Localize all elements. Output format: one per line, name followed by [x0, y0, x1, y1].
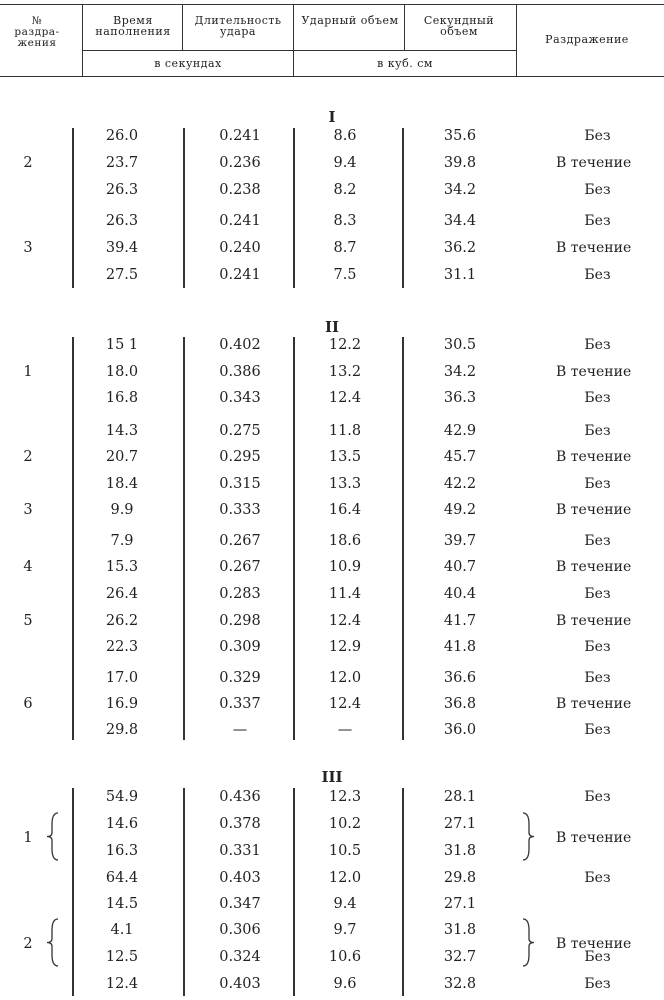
- stroke-volume-cell: 12.0: [328, 670, 362, 686]
- minute-volume-cell: 36.6: [443, 670, 477, 686]
- fill-time-cell: 26.4: [105, 586, 139, 602]
- stroke-volume-cell: 11.8: [328, 423, 362, 439]
- beat-duration-cell: 0.241: [219, 213, 261, 229]
- minute-volume-cell: 27.1: [443, 816, 477, 832]
- fill-time-cell: 26.3: [105, 182, 139, 198]
- header-minute: [404, 15, 514, 37]
- stroke-volume-cell: 13.3: [328, 476, 362, 492]
- minute-volume-cell: 34.2: [443, 364, 477, 380]
- stroke-volume-cell: 10.2: [328, 816, 362, 832]
- header-unit-seconds-text: в секундах: [154, 57, 222, 70]
- beat-duration-cell: 0.298: [219, 613, 261, 629]
- header-unit-volume: [296, 58, 514, 69]
- minute-volume-cell: 34.4: [443, 213, 477, 229]
- minute-volume-cell: 31.1: [443, 267, 477, 283]
- header-time: [84, 15, 182, 37]
- header-unit-volume-text: в куб. см: [377, 57, 433, 70]
- beat-duration-cell: 0.331: [219, 843, 261, 859]
- beat-duration-cell: 0.241: [219, 267, 261, 283]
- stroke-volume-cell: 18.6: [328, 533, 362, 549]
- stroke-volume-cell: 12.4: [328, 696, 362, 712]
- column-divider: [402, 337, 404, 740]
- section-title: I: [328, 108, 336, 126]
- column-divider: [183, 788, 185, 996]
- stroke-volume-cell: 13.5: [328, 449, 362, 465]
- stimulus-cell: Без: [584, 789, 611, 805]
- column-divider: [402, 128, 404, 288]
- beat-duration-cell: 0.240: [219, 240, 261, 256]
- beat-duration-cell: 0.343: [219, 390, 261, 406]
- fill-time-cell: 4.1: [110, 922, 134, 938]
- fill-time-cell: 26.2: [105, 613, 139, 629]
- stimulus-cell: Без: [584, 670, 611, 686]
- stimulus-cell: Без: [584, 476, 611, 492]
- minute-volume-cell: 45.7: [443, 449, 477, 465]
- beat-duration-cell: 0.403: [219, 976, 261, 992]
- minute-volume-cell: 36.0: [443, 722, 477, 738]
- stimulus-cell: В течение: [556, 502, 632, 518]
- column-divider: [293, 337, 295, 740]
- beat-duration-cell: 0.347: [219, 896, 261, 912]
- column-divider: [293, 128, 295, 288]
- stimulus-cell: В течение: [556, 613, 632, 629]
- minute-volume-cell: 28.1: [443, 789, 477, 805]
- beat-duration-cell: 0.315: [219, 476, 261, 492]
- header-mid-rule: [82, 50, 516, 51]
- header-stroke-text: Ударный объем: [301, 14, 399, 27]
- minute-volume-cell: 40.4: [443, 586, 477, 602]
- beat-duration-cell: 0.324: [219, 949, 261, 965]
- stimulus-cell: Без: [584, 949, 611, 965]
- stimulation-number: 2: [23, 449, 33, 465]
- fill-time-cell: 26.3: [105, 213, 139, 229]
- header-stimulus-text: Раздражение: [545, 33, 629, 46]
- column-divider: [183, 128, 185, 288]
- minute-volume-cell: 36.2: [443, 240, 477, 256]
- minute-volume-cell: 32.7: [443, 949, 477, 965]
- stroke-volume-cell: —: [337, 722, 353, 738]
- beat-duration-cell: —: [232, 722, 248, 738]
- fill-time-cell: 16.8: [105, 390, 139, 406]
- stimulation-number: 2: [23, 935, 33, 952]
- stroke-volume-cell: 10.9: [328, 559, 362, 575]
- fill-time-cell: 9.9: [110, 502, 134, 518]
- beat-duration-cell: 0.402: [219, 337, 261, 353]
- stimulus-cell: Без: [584, 870, 611, 886]
- fill-time-cell: 29.8: [105, 722, 139, 738]
- stimulus-cell: Без: [584, 128, 611, 144]
- minute-volume-cell: 39.7: [443, 533, 477, 549]
- stroke-volume-cell: 9.4: [333, 896, 357, 912]
- minute-volume-cell: 39.8: [443, 155, 477, 171]
- fill-time-cell: 7.9: [110, 533, 134, 549]
- header-time-text: Время наполнения: [95, 14, 171, 38]
- minute-volume-cell: 34.2: [443, 182, 477, 198]
- beat-duration-cell: 0.275: [219, 423, 261, 439]
- stimulation-number: 2: [23, 155, 33, 171]
- stroke-volume-cell: 12.3: [328, 789, 362, 805]
- fill-time-cell: 26.0: [105, 128, 139, 144]
- header-top-rule: [0, 4, 664, 5]
- stimulus-brace-label: В течение: [556, 829, 632, 846]
- stroke-volume-cell: 7.5: [333, 267, 357, 283]
- fill-time-cell: 22.3: [105, 639, 139, 655]
- header-duration: [184, 15, 292, 37]
- header-stroke: [300, 15, 400, 26]
- minute-volume-cell: 40.7: [443, 559, 477, 575]
- beat-duration-cell: 0.267: [219, 559, 261, 575]
- section-title: III: [321, 768, 343, 786]
- beat-duration-cell: 0.306: [219, 922, 261, 938]
- fill-time-cell: 14.3: [105, 423, 139, 439]
- stimulation-number: 6: [23, 696, 33, 712]
- stroke-volume-cell: 9.4: [333, 155, 357, 171]
- minute-volume-cell: 41.8: [443, 639, 477, 655]
- fill-time-cell: 12.4: [105, 976, 139, 992]
- stimulation-number: 4: [23, 559, 33, 575]
- minute-volume-cell: 32.8: [443, 976, 477, 992]
- header-minute-text: Секундный объем: [423, 14, 495, 38]
- minute-volume-cell: 31.8: [443, 922, 477, 938]
- beat-duration-cell: 0.295: [219, 449, 261, 465]
- beat-duration-cell: 0.283: [219, 586, 261, 602]
- stimulation-number: 3: [23, 240, 33, 256]
- stroke-volume-cell: 8.3: [333, 213, 357, 229]
- stimulus-cell: Без: [584, 267, 611, 283]
- fill-time-cell: 27.5: [105, 267, 139, 283]
- header-vrule-5: [516, 4, 517, 76]
- right-brace: [521, 918, 535, 967]
- fill-time-cell: 16.9: [105, 696, 139, 712]
- stimulation-number: 5: [23, 613, 33, 629]
- stroke-volume-cell: 10.6: [328, 949, 362, 965]
- fill-time-cell: 12.5: [105, 949, 139, 965]
- stimulation-number: 1: [23, 364, 33, 380]
- minute-volume-cell: 31.8: [443, 843, 477, 859]
- column-divider: [183, 337, 185, 740]
- stroke-volume-cell: 11.4: [328, 586, 362, 602]
- left-brace: [46, 812, 60, 861]
- column-divider: [72, 788, 74, 996]
- stimulus-cell: В течение: [556, 155, 632, 171]
- stroke-volume-cell: 8.6: [333, 128, 357, 144]
- stroke-volume-cell: 16.4: [328, 502, 362, 518]
- stimulation-number: 3: [23, 502, 33, 518]
- beat-duration-cell: 0.386: [219, 364, 261, 380]
- column-divider: [72, 337, 74, 740]
- stimulus-cell: Без: [584, 390, 611, 406]
- beat-duration-cell: 0.241: [219, 128, 261, 144]
- minute-volume-cell: 36.3: [443, 390, 477, 406]
- stimulus-cell: Без: [584, 639, 611, 655]
- minute-volume-cell: 49.2: [443, 502, 477, 518]
- fill-time-cell: 14.6: [105, 816, 139, 832]
- fill-time-cell: 18.4: [105, 476, 139, 492]
- fill-time-cell: 20.7: [105, 449, 139, 465]
- minute-volume-cell: 30.5: [443, 337, 477, 353]
- stimulus-brace-label: В течение: [556, 935, 632, 952]
- minute-volume-cell: 36.8: [443, 696, 477, 712]
- stimulus-cell: Без: [584, 213, 611, 229]
- column-divider: [402, 788, 404, 996]
- minute-volume-cell: 27.1: [443, 896, 477, 912]
- header-vrule-3: [293, 4, 294, 76]
- stimulation-number: 1: [23, 829, 33, 846]
- fill-time-cell: 39.4: [105, 240, 139, 256]
- stroke-volume-cell: 12.4: [328, 613, 362, 629]
- fill-time-cell: 18.0: [105, 364, 139, 380]
- beat-duration-cell: 0.329: [219, 670, 261, 686]
- minute-volume-cell: 35.6: [443, 128, 477, 144]
- stroke-volume-cell: 12.0: [328, 870, 362, 886]
- stimulus-cell: В течение: [556, 559, 632, 575]
- beat-duration-cell: 0.337: [219, 696, 261, 712]
- stroke-volume-cell: 8.7: [333, 240, 357, 256]
- header-vrule-2: [182, 4, 183, 50]
- stimulus-cell: Без: [584, 423, 611, 439]
- fill-time-cell: 54.9: [105, 789, 139, 805]
- stimulus-cell: Без: [584, 586, 611, 602]
- header-vrule-1: [82, 4, 83, 76]
- fill-time-cell: 17.0: [105, 670, 139, 686]
- header-num-text: № раздра-жения: [14, 15, 60, 49]
- column-divider: [293, 788, 295, 996]
- beat-duration-cell: 0.309: [219, 639, 261, 655]
- fill-time-cell: 64.4: [105, 870, 139, 886]
- stimulus-cell: В течение: [556, 240, 632, 256]
- stimulus-cell: В течение: [556, 449, 632, 465]
- stroke-volume-cell: 10.5: [328, 843, 362, 859]
- fill-time-cell: 14.5: [105, 896, 139, 912]
- stimulus-cell: Без: [584, 722, 611, 738]
- stroke-volume-cell: 9.7: [333, 922, 357, 938]
- minute-volume-cell: 29.8: [443, 870, 477, 886]
- fill-time-cell: 15.3: [105, 559, 139, 575]
- minute-volume-cell: 42.9: [443, 423, 477, 439]
- stroke-volume-cell: 12.2: [328, 337, 362, 353]
- stroke-volume-cell: 12.4: [328, 390, 362, 406]
- column-divider: [72, 128, 74, 288]
- fill-time-cell: 15 1: [105, 337, 139, 353]
- beat-duration-cell: 0.267: [219, 533, 261, 549]
- minute-volume-cell: 42.2: [443, 476, 477, 492]
- beat-duration-cell: 0.378: [219, 816, 261, 832]
- stimulus-cell: Без: [584, 337, 611, 353]
- stroke-volume-cell: 9.6: [333, 976, 357, 992]
- stimulus-cell: В течение: [556, 696, 632, 712]
- beat-duration-cell: 0.436: [219, 789, 261, 805]
- stimulus-cell: Без: [584, 533, 611, 549]
- right-brace: [521, 812, 535, 861]
- header-duration-text: Длительность удара: [194, 14, 282, 38]
- stimulus-cell: В течение: [556, 364, 632, 380]
- fill-time-cell: 23.7: [105, 155, 139, 171]
- section-title: II: [324, 318, 340, 336]
- stimulus-cell: Без: [584, 182, 611, 198]
- header-bottom-rule: [0, 76, 664, 77]
- stimulus-cell: Без: [584, 976, 611, 992]
- stroke-volume-cell: 8.2: [333, 182, 357, 198]
- left-brace: [46, 918, 60, 967]
- header-vrule-4: [404, 4, 405, 50]
- minute-volume-cell: 41.7: [443, 613, 477, 629]
- beat-duration-cell: 0.238: [219, 182, 261, 198]
- beat-duration-cell: 0.403: [219, 870, 261, 886]
- header-stimulus: [520, 34, 654, 45]
- stroke-volume-cell: 12.9: [328, 639, 362, 655]
- header-unit-seconds: [84, 58, 292, 69]
- header-num-label: [8, 16, 66, 49]
- stroke-volume-cell: 13.2: [328, 364, 362, 380]
- fill-time-cell: 16.3: [105, 843, 139, 859]
- beat-duration-cell: 0.236: [219, 155, 261, 171]
- beat-duration-cell: 0.333: [219, 502, 261, 518]
